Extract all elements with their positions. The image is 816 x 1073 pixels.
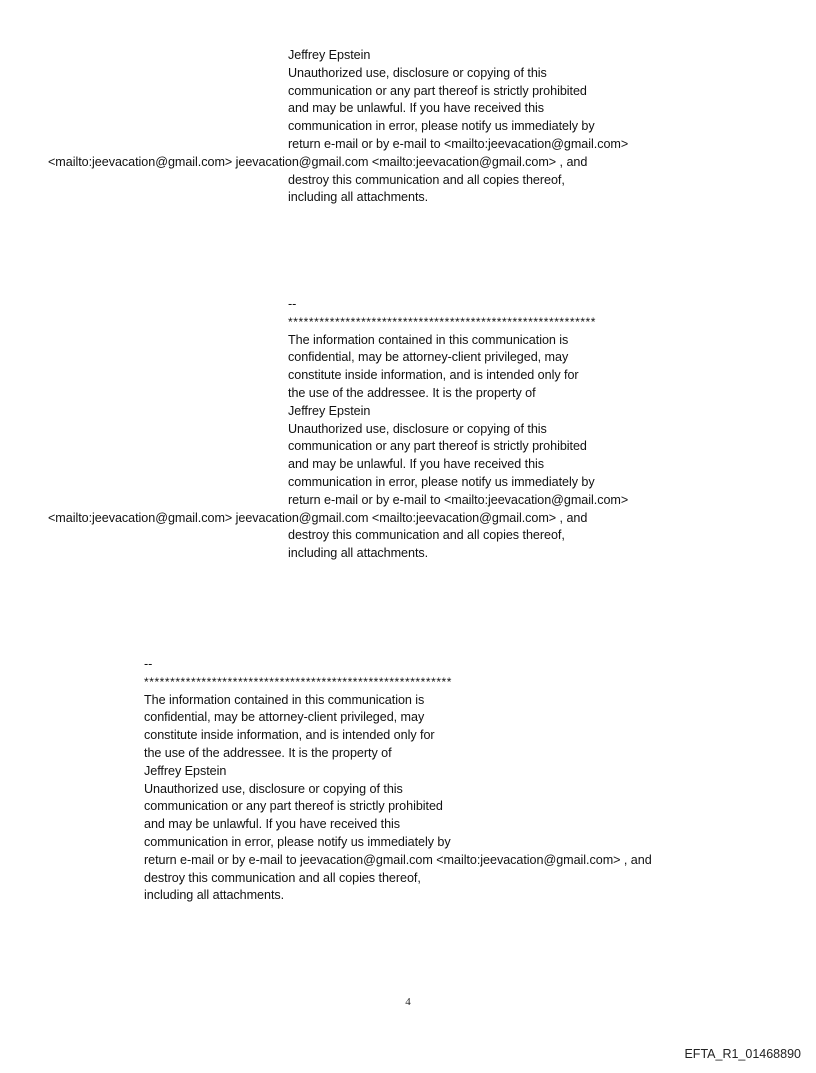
page-number: 4	[405, 996, 411, 1008]
text-line: communication in error, please notify us immediately by	[288, 119, 595, 134]
text-line: Jeffrey Epstein	[144, 763, 227, 778]
text-line: constitute inside information, and is intended only for	[144, 728, 435, 743]
text-line: destroy this communication and all copies thereof,	[144, 870, 421, 885]
text-line: the use of the addressee. It is the property of	[288, 385, 536, 400]
text-line: destroy this communication and all copies thereof,	[288, 172, 565, 187]
text-line: the use of the addressee. It is the property of	[144, 745, 392, 760]
text-line: Unauthorized use, disclosure or copying of this	[288, 421, 547, 436]
signature-separator: --	[288, 297, 297, 311]
text-line: return e-mail or by e-mail to jeevacation@gmail.com <mailto:jeevacation@gmail.com> , and	[144, 852, 652, 867]
disclaimer-block-1	[48, 47, 816, 207]
text-line: constitute inside information, and is intended only for	[288, 368, 579, 383]
text-line: including all attachments.	[144, 888, 285, 903]
text-line: The information contained in this communication is	[288, 332, 569, 347]
text-line: <mailto:jeevacation@gmail.com> jeevacation@gmail.com <mailto:jeevacation@gmail.com> , and	[48, 510, 588, 525]
text-line: and may be unlawful. If you have received this	[288, 101, 545, 116]
disclaimer-block-3	[144, 656, 652, 905]
text-line: confidential, may be attorney-client privileged, may	[144, 710, 425, 725]
signature-separator: --	[144, 657, 153, 671]
text-line: communication or any part thereof is strictly prohibited	[144, 799, 443, 814]
text-line: return e-mail or by e-mail to <mailto:jeevacation@gmail.com>	[288, 492, 629, 507]
text-line: Jeffrey Epstein	[288, 48, 371, 62]
text-line: and may be unlawful. If you have received this	[288, 457, 545, 472]
asterisk-rule: ***********************************************************	[288, 314, 596, 329]
asterisk-rule: ***********************************************************	[144, 674, 452, 689]
text-line: including all attachments.	[288, 546, 429, 561]
text-line: The information contained in this communication is	[144, 692, 425, 707]
text-line: return e-mail or by e-mail to <mailto:jeevacation@gmail.com>	[288, 136, 629, 151]
disclaimer-block-2	[48, 296, 816, 563]
text-line: Unauthorized use, disclosure or copying of this	[144, 781, 403, 796]
text-line: including all attachments.	[288, 190, 429, 205]
text-line: Unauthorized use, disclosure or copying of this	[288, 65, 547, 80]
text-line: Jeffrey Epstein	[288, 403, 371, 418]
text-line: and may be unlawful. If you have received this	[144, 817, 401, 832]
text-line: communication or any part thereof is strictly prohibited	[288, 83, 587, 98]
text-line: communication or any part thereof is strictly prohibited	[288, 439, 587, 454]
text-line: communication in error, please notify us immediately by	[288, 474, 595, 489]
text-line: destroy this communication and all copies thereof,	[288, 528, 565, 543]
text-line: confidential, may be attorney-client privileged, may	[288, 350, 569, 365]
text-line: communication in error, please notify us immediately by	[144, 834, 451, 849]
text-line: <mailto:jeevacation@gmail.com> jeevacation@gmail.com <mailto:jeevacation@gmail.com> , and	[48, 154, 588, 169]
document-id: EFTA_R1_01468890	[684, 1047, 801, 1061]
